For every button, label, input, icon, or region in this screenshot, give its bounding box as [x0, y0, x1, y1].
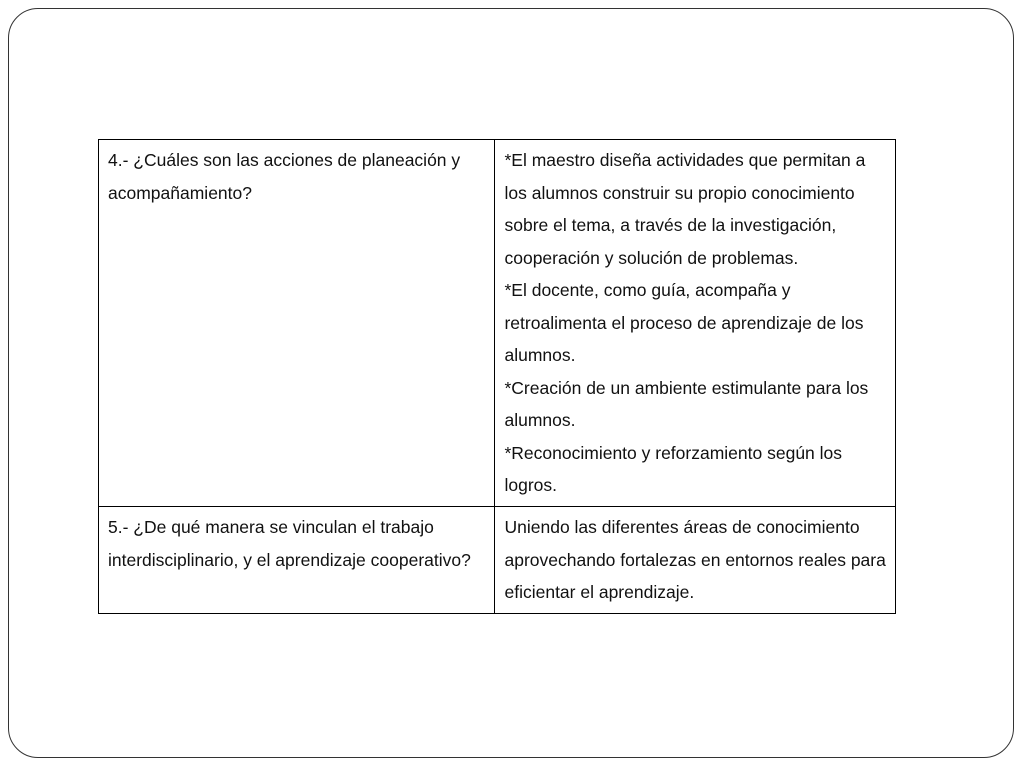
question-text: 4.- ¿Cuáles son las acciones de planeación y acompañamiento? [108, 150, 461, 203]
slide-frame [8, 8, 1014, 758]
answer-text: *El maestro diseña actividades que permitan a los alumnos construir su propio conocimiento sobre el tema, a través de la investigación, cooperación y solución de problemas. [504, 150, 866, 268]
answer-cell [495, 507, 896, 614]
question-text: 5.- ¿De qué manera se vinculan el trabajo interdisciplinario, y el aprendizaje cooperativo? [108, 517, 471, 570]
question-cell [99, 140, 495, 507]
answer-cell [495, 140, 896, 507]
table-row [99, 140, 896, 507]
answer-text: *Creación de un ambiente estimulante para los alumnos. [504, 377, 869, 430]
answer-text: *El docente, como guía, acompaña y retroalimenta el proceso de aprendizaje de los alumnos. [504, 280, 864, 365]
qa-table [98, 139, 896, 614]
answer-text: *Reconocimiento y reforzamiento según los logros. [504, 442, 843, 495]
table-row [99, 507, 896, 614]
answer-text: Uniendo las diferentes áreas de conocimiento aprovechando fortalezas en entornos reales para eficientar el aprendizaje. [504, 517, 886, 602]
question-cell [99, 507, 495, 614]
